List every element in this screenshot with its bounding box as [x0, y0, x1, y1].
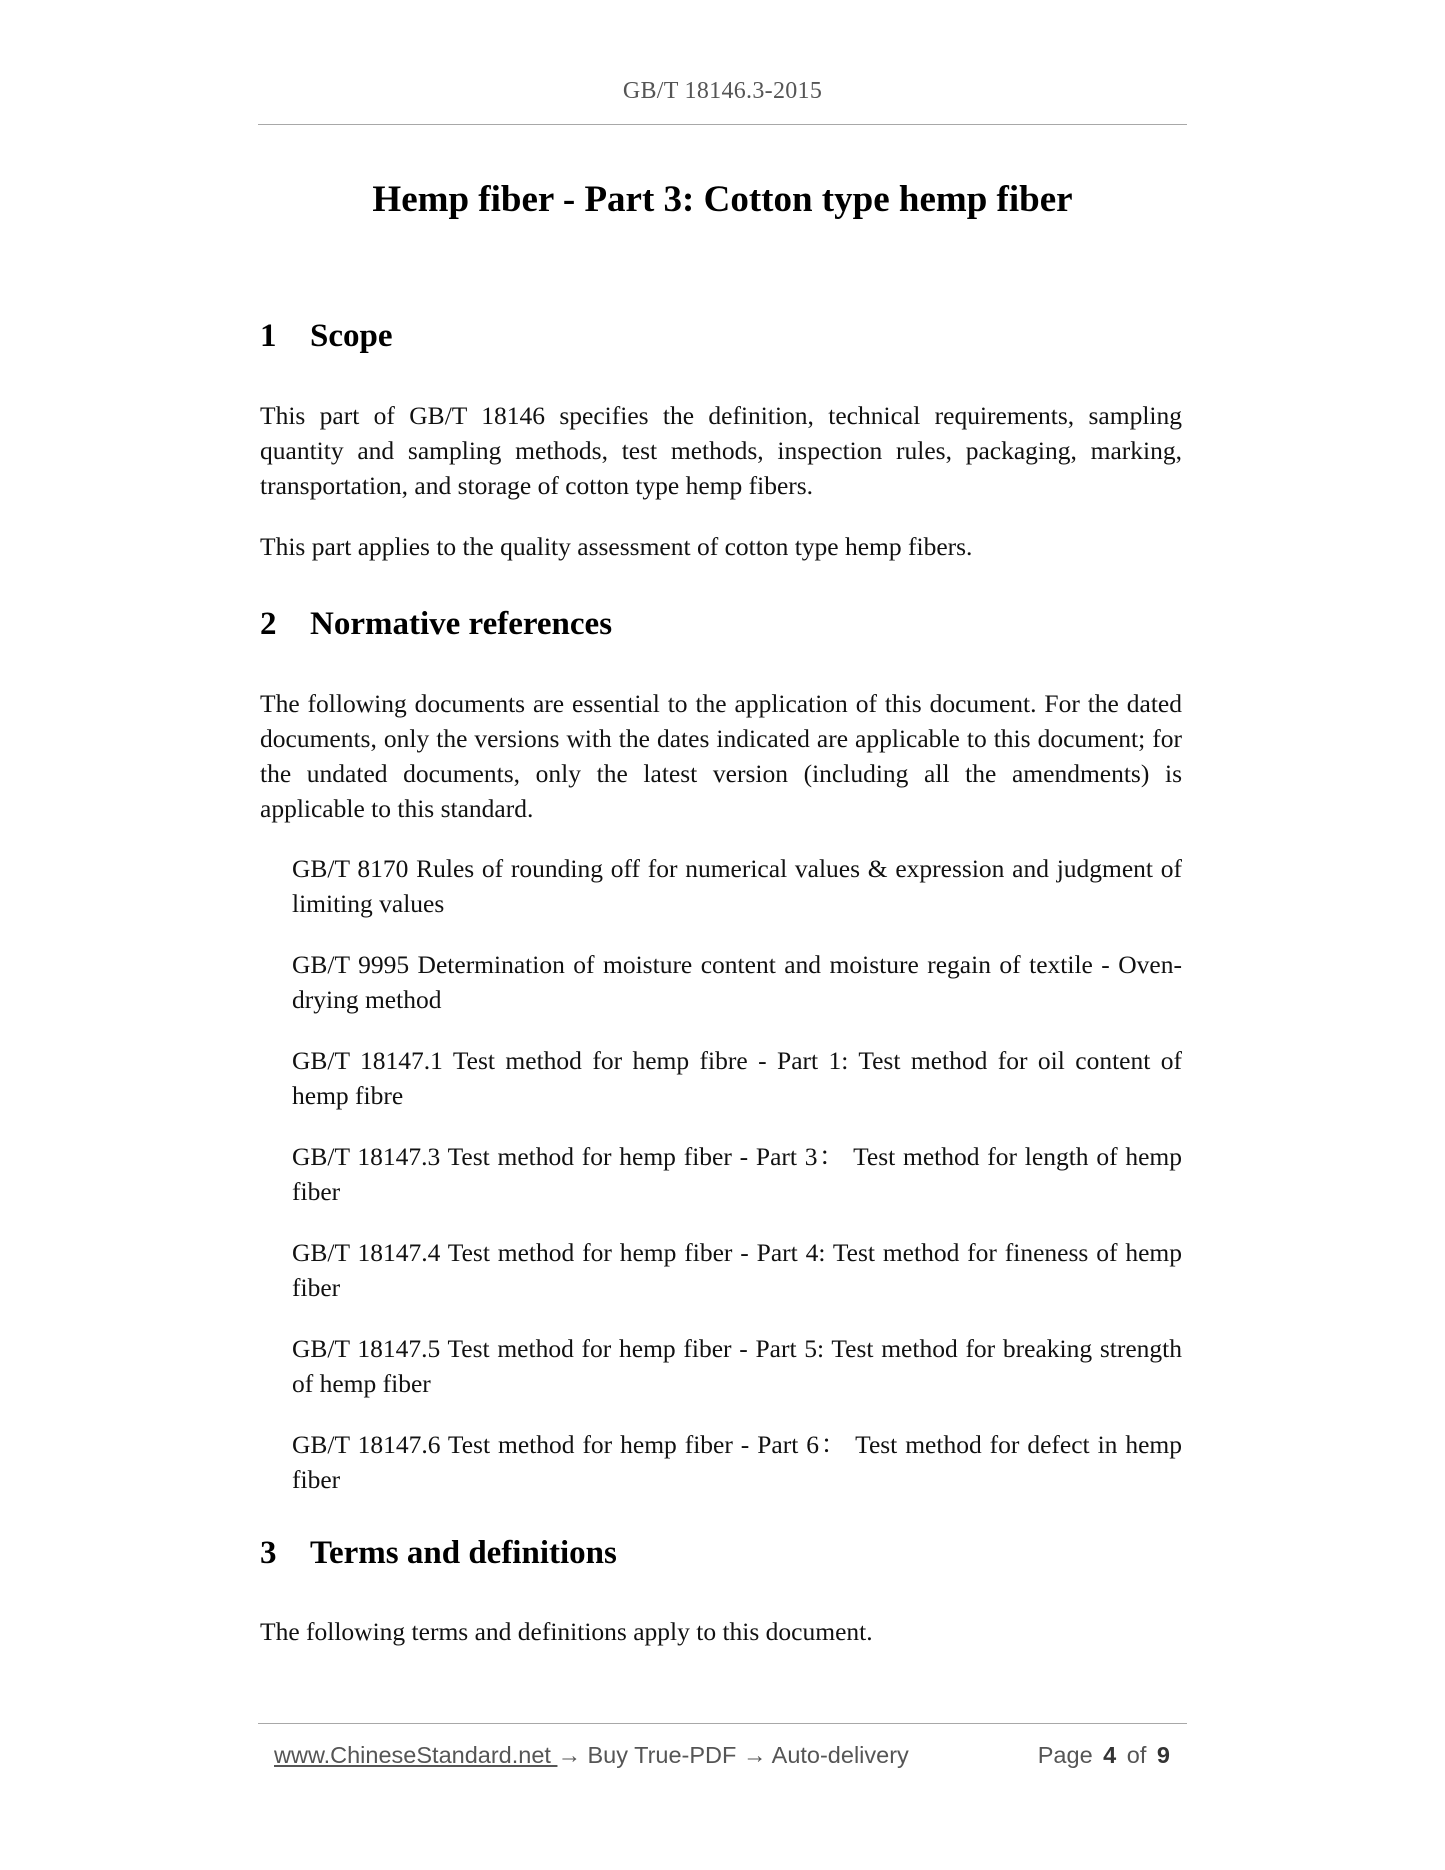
total-pages-number: 9 — [1156, 1742, 1170, 1768]
document-title: Hemp fiber - Part 3: Cotton type hemp fiber — [372, 179, 1073, 220]
footer-divider — [258, 1723, 1187, 1724]
section-heading-normative-references — [260, 606, 612, 643]
reference-item: GB/T 18147.3 Test method for hemp fiber - Part 3： Test method for length of hemp fiber — [292, 1142, 1182, 1206]
page-footer — [274, 1742, 1174, 1776]
terms-definitions-paragraph: The following terms and definitions apply to this document. — [260, 1617, 873, 1646]
scope-paragraph-1: This part of GB/T 18146 specifies the definition, technical requirements, sampling quantity and sampling methods, test methods, inspection rules, packaging, marking, transportation, and storage of cotton type hemp fibers. — [260, 401, 1182, 500]
reference-item: GB/T 18147.4 Test method for hemp fiber - Part 4: Test method for fineness of hemp fiber — [292, 1238, 1182, 1302]
page-indicator — [1038, 1742, 1174, 1769]
section-title: Scope — [310, 318, 393, 354]
arrow-right-icon: → — [742, 1742, 767, 1768]
header-divider — [258, 124, 1187, 125]
arrow-right-icon: → — [557, 1742, 581, 1768]
section-number: 3 — [260, 1535, 277, 1571]
auto-delivery-text: Auto-delivery — [771, 1742, 909, 1768]
page-label: Page — [1037, 1742, 1093, 1768]
buy-pdf-text: Buy True-PDF — [587, 1742, 737, 1768]
reference-item: GB/T 18147.1 Test method for hemp fibre - Part 1: Test method for oil content of hemp fibre — [292, 1046, 1182, 1110]
section-number: 1 — [260, 318, 277, 354]
section-heading-terms-definitions — [260, 1535, 617, 1572]
reference-item: GB/T 9995 Determination of moisture content and moisture regain of textile - Oven-drying method — [292, 950, 1182, 1014]
site-link[interactable]: www.ChineseStandard.net — [274, 1742, 558, 1768]
reference-item: GB/T 18147.6 Test method for hemp fiber - Part 6： Test method for defect in hemp fiber — [292, 1430, 1182, 1494]
scope-paragraph-2: This part applies to the quality assessment of cotton type hemp fibers. — [260, 532, 973, 561]
section-number: 2 — [260, 606, 277, 642]
section-heading-scope — [260, 318, 393, 355]
footer-promo — [274, 1742, 909, 1769]
of-label: of — [1126, 1742, 1147, 1768]
reference-item: GB/T 8170 Rules of rounding off for numerical values & expression and judgment of limiting values — [292, 854, 1182, 918]
running-header: GB/T 18146.3-2015 — [622, 78, 823, 104]
current-page-number: 4 — [1103, 1742, 1117, 1768]
reference-item: GB/T 18147.5 Test method for hemp fiber - Part 5: Test method for breaking strength of hemp fiber — [292, 1334, 1182, 1398]
section-title: Normative references — [310, 606, 613, 642]
section-title: Terms and definitions — [310, 1535, 617, 1571]
normative-references-paragraph: The following documents are essential to the application of this document. For the dated documents, only the versions with the dates indicated are applicable to this document; for the undated documents, only the latest version (including all the amendments) is applicable to this standard. — [260, 689, 1182, 823]
